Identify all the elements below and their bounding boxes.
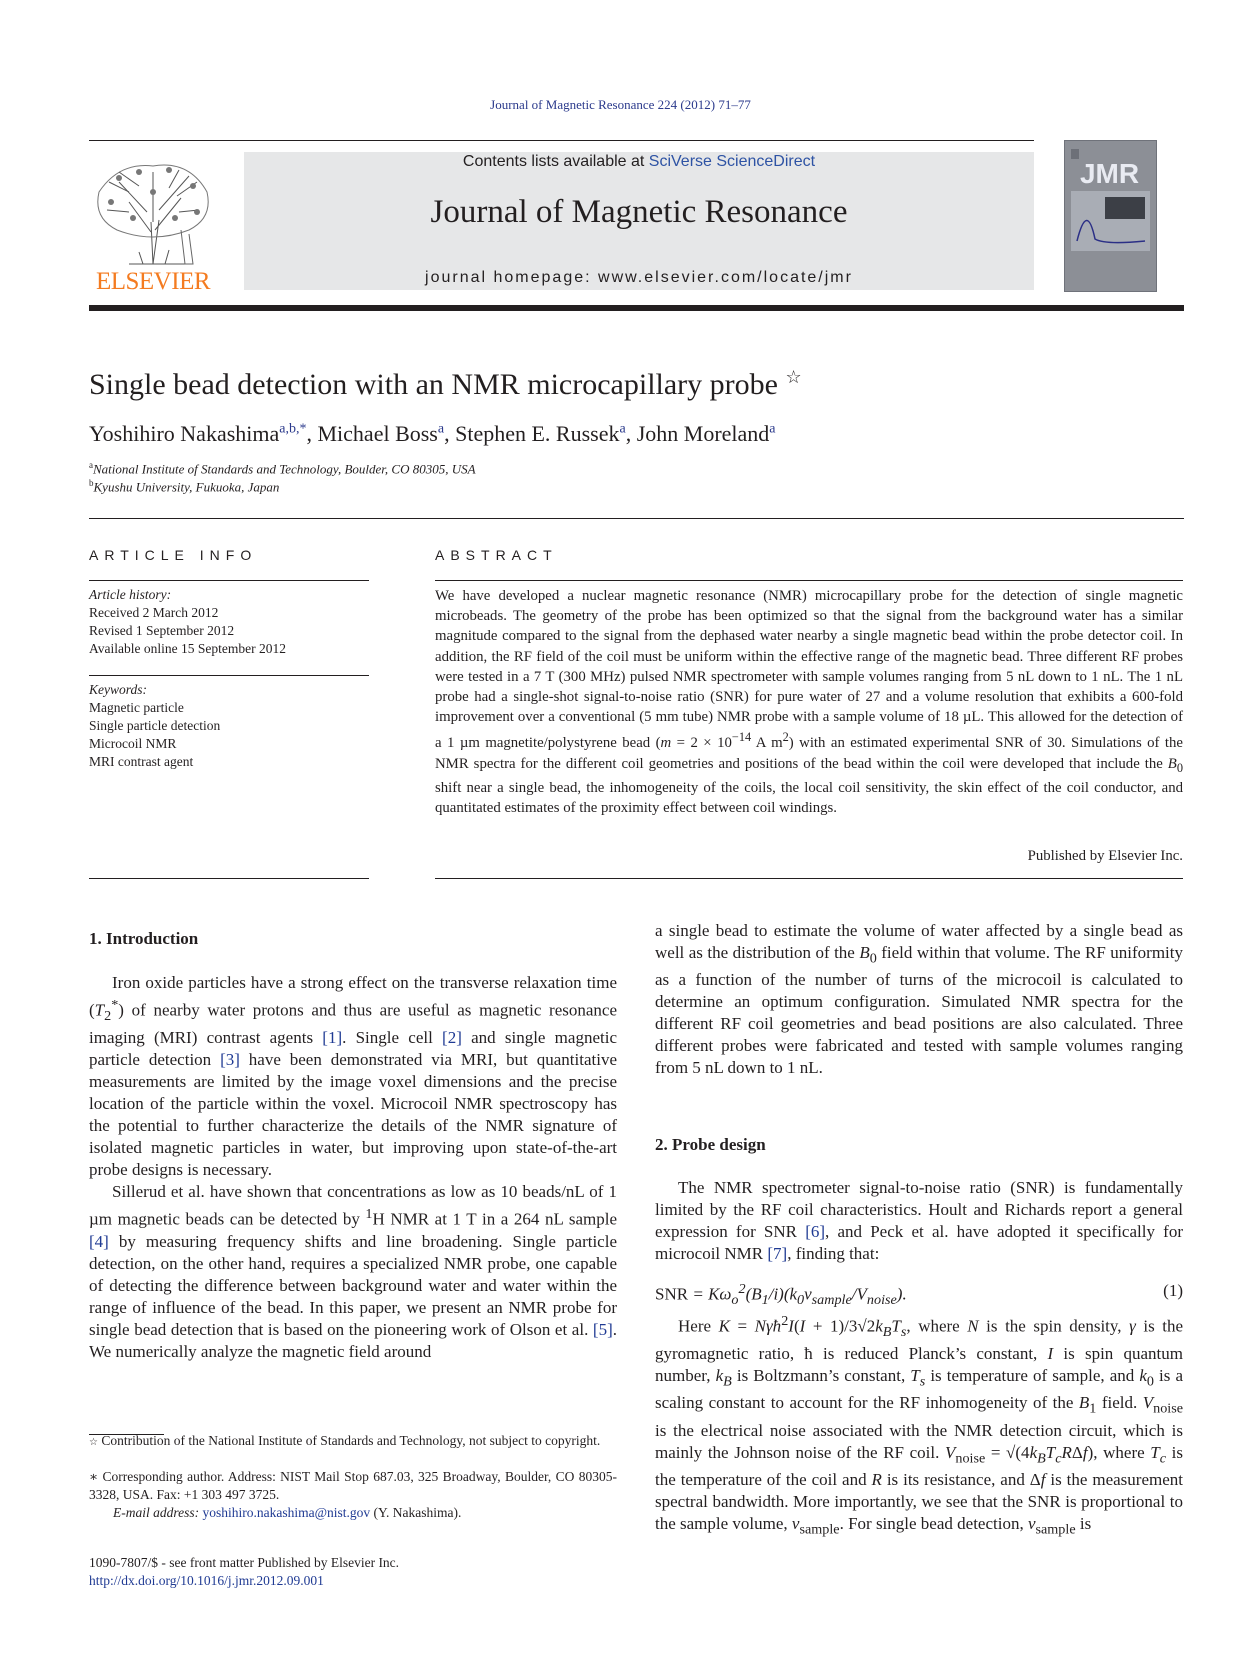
paper-title-text: Single bead detection with an NMR microcapillary probe <box>89 368 778 401</box>
cover-title: JMR <box>1079 158 1140 189</box>
paragraph: The NMR spectrometer signal-to-noise ratio (SNR) is fundamentally limited by the RF coil characteristics. Hoult and Richards report a general expression for SNR [6], and Peck et al. have adopted it specifically for microcoil NMR [7], finding that: <box>655 1178 1183 1263</box>
affiliation-sup: b <box>89 478 94 488</box>
footnote-star-text: Contribution of the National Institute of Standards and Technology, not subject to copyright. <box>101 1433 601 1448</box>
equation-number: (1) <box>1163 1281 1183 1300</box>
citation-link[interactable]: [7] <box>767 1244 788 1263</box>
abstract-heading: ABSTRACT <box>435 547 558 563</box>
author-name: Michael Boss <box>317 421 438 446</box>
title-footnote-mark[interactable]: ☆ <box>785 367 802 387</box>
abstract-rule <box>435 580 1183 581</box>
paragraph: Iron oxide particles have a strong effect on the transverse relaxation time $(T_2^*)$ of nearby water protons and thus are useful as magnetic resonance imaging (MRI) contrast agents [1]. Single cell [2] and single magnetic particle detection [3] have been demonstrated via MRI, but quantitative measurements are limited by the image voxel dimensions and the precise location of the particle within the voxel. Microcoil NMR spectroscopy has the potential to further characterize the details of the NMR signature of isolated magnetic particles in water, but improving upon state-of-the-art probe designs is necessary. <box>89 973 617 1180</box>
citation-link[interactable]: [5] <box>592 1319 613 1339</box>
footnote-star: ☆ Contribution of the National Institute of Standards and Technology, not subject to copyright. <box>89 1433 601 1448</box>
introduction-body <box>89 972 617 1363</box>
keywords-block <box>89 681 369 771</box>
keyword: Single particle detection <box>89 718 221 733</box>
citation-link[interactable]: [6] <box>805 1222 826 1241</box>
article-info-heading: ARTICLE INFO <box>89 547 258 563</box>
history-label: Article history: <box>89 587 172 602</box>
email-link[interactable]: yoshihiro.nakashima@nist.gov <box>202 1505 371 1520</box>
keyword: MRI contrast agent <box>89 754 194 769</box>
contents-prefix: Contents lists available at <box>462 153 649 170</box>
paper-title <box>89 367 802 402</box>
paragraph: a single bead to estimate the volume of water affected by a single bead as well as the distribution of the $B_0$ field within that volume. The RF uniformity as a function of the number of turns of the microcoil is calculated to determine an optimum configuration. Simulated NMR spectra for the different RF coil geometries and bead positions are also calculated. Three different probes were fabricated and tested with sample volumes ranging from 5 nL down to 1 nL. <box>655 921 1183 1078</box>
author-name: Stephen E. Russek <box>455 421 620 446</box>
history-item: Received 2 March 2012 <box>89 605 219 620</box>
journal-reference[interactable]: Journal of Magnetic Resonance 224 (2012) 71–77 <box>490 97 751 112</box>
probe-design-body-continued <box>655 1310 1183 1541</box>
author-name: Yoshihiro Nakashima <box>89 421 280 446</box>
section-heading-introduction: 1. Introduction <box>89 929 199 948</box>
paragraph: Here K = Nγħ$^2$I(I + $1)/3√2k_BT_s$, where N is the spin density, γ is the gyromagnetic ratio, ħ is reduced Planck’s constant, I is spin quantum number, $k_B$ is Boltzmann’s constant, $T_s$ is temperature of sample, and $k_0$ is a scaling constant to account for the RF inhomogeneity of the $B_1$ field. $V_{noise}$ is the electrical noise associated with the NMR detection circuit, which is mainly the Johnson noise of the RF coil. $V_{noise} = √(4k_BT_cR\Delta f)$, where $T_c$ is the temperature of the coil and R is its resistance, and Δf is the measurement spectral bandwidth. More importantly, we see that the SNR is proportional to the sample volume, $v_{sample}$. For single bead detection, $v_{sample}$ is <box>655 1313 1184 1538</box>
citation-link[interactable]: [1] <box>322 1028 343 1048</box>
issn-line: 1090-7807/$ - see front matter Published by Elsevier Inc. <box>89 1555 400 1570</box>
author-name: John Moreland <box>636 421 770 446</box>
citation-link[interactable]: [2] <box>442 1028 462 1048</box>
footnote-email <box>89 1504 617 1522</box>
citation-link[interactable]: [4] <box>89 1231 109 1251</box>
keyword: Microcoil NMR <box>89 736 177 751</box>
history-item: Revised 1 September 2012 <box>89 623 235 638</box>
author-sup[interactable]: a <box>437 421 445 437</box>
section-heading-probe-design: 2. Probe design <box>655 1135 766 1154</box>
affiliation-text: National Institute of Standards and Technology, Boulder, CO 80305, USA <box>93 461 476 477</box>
email-label: E-mail address: <box>113 1505 200 1520</box>
article-history <box>89 586 369 658</box>
author-sup[interactable]: a <box>619 421 626 437</box>
abstract-body: We have developed a nuclear magnetic resonance (NMR) microcapillary probe for the detection of single magnetic microbeads. The geometry of the probe has been optimized so that the signal from the background water has a similar magnitude compared to the signal from the dephased water nearby a single magnetic bead within the probe detector coil. In addition, the RF field of the coil must be uniform within the effective range of the magnetic bead. Three different RF probes were tested in a 7 T (300 MHz) pulsed NMR spectrometer with sample volumes ranging from 5 nL down to 1 nL. The 1 nL probe had a single-shot signal-to-noise ratio (SNR) for pure water of 27 and a volume resolution that exhibits a 600-fold improvement over a conventional (5 mm tube) NMR probe with a sample volume of 18 µL. This allowed for the detection of a 1 µm magnetite/polystyrene bead ($m = 2 \times 10^{-14}$ A $m^2$) with an estimated experimental SNR of 30. Simulations of the NMR spectra for the different coil geometries and positions of the bead within the coil were developed that include the $B_0$ shift near a single bead, the inhomogeneity of the coils, the local coil sensitivity, the skin effect of the coil conductor, and quantitated estimates of the proximity effect between coil windings. <box>435 588 1183 816</box>
doi-link[interactable]: http://dx.doi.org/10.1016/j.jmr.2012.09.001 <box>89 1573 324 1588</box>
probe-design-body <box>655 1177 1183 1265</box>
elsevier-wordmark: ELSEVIER <box>95 268 211 295</box>
affiliation <box>89 460 476 477</box>
paragraph: Sillerud et al. have shown that concentrations as low as 10 beads/nL of 1 µm magnetic beads can be detected by $^1$H NMR at 1 T in a 264 nL sample [4] by measuring frequency shifts and line broadening. Single particle detection, on the other hand, requires a specialized NMR probe, one capable of detecting the difference between background water and water within the range of influence of the bead. In this paper, we present an NMR probe for single bead detection that is based on the pioneering work of Olson et al. [5]. We numerically analyze the magnetic field around <box>89 1182 617 1361</box>
top-rule <box>89 140 1034 141</box>
header-thick-rule <box>89 305 1184 311</box>
author-list: Yoshihiro Nakashima$^{a,b,*}$, Michael Boss$^a$, Stephen E. Russek$^a$, John Moreland$^a$ <box>89 421 776 446</box>
keywords-label: Keywords: <box>89 682 147 697</box>
journal-homepage[interactable]: journal homepage: www.elsevier.com/locate/jmr <box>425 269 853 286</box>
citation-link[interactable]: [3] <box>220 1050 240 1070</box>
history-item: Available online 15 September 2012 <box>89 641 286 656</box>
published-by: Published by Elsevier Inc. <box>1027 848 1183 864</box>
article-info-bottom-rule <box>89 878 369 879</box>
author-sup[interactable]: a <box>769 421 776 437</box>
abstract-bottom-rule <box>435 878 1183 879</box>
article-info-rule <box>89 580 369 581</box>
sciencedirect-link[interactable]: SciVerse ScienceDirect <box>648 153 816 170</box>
email-suffix: (Y. Nakashima). <box>370 1505 462 1520</box>
introduction-continued <box>655 920 1183 1079</box>
meta-rule <box>89 518 1184 519</box>
keyword: Magnetic particle <box>89 700 184 715</box>
author-sup[interactable]: a,b,* <box>279 421 307 437</box>
footnote-corresponding: ∗ Corresponding author. Address: NIST Mail Stop 687.03, 325 Broadway, Boulder, CO 80305-3328, USA. Fax: +1 303 497 3725. <box>89 1469 617 1502</box>
contents-line <box>244 153 1034 171</box>
affiliation-text: Kyushu University, Fukuoka, Japan <box>93 479 280 495</box>
affiliation-sup: a <box>89 460 93 470</box>
footnote-corresponding-text: Corresponding author. Address: NIST Mail Stop 687.03, 325 Broadway, Boulder, CO 80305-3328, USA. Fax: +1 303 497 3725. <box>89 1469 617 1502</box>
journal-title: Journal of Magnetic Resonance <box>430 194 848 230</box>
affiliation <box>89 478 279 495</box>
keywords-rule <box>89 675 369 676</box>
equation-1: SNR = $K\omega_o^2(B_1/i)(k_0v_{sample}/V_{noise})$. (1) <box>655 1281 1183 1309</box>
